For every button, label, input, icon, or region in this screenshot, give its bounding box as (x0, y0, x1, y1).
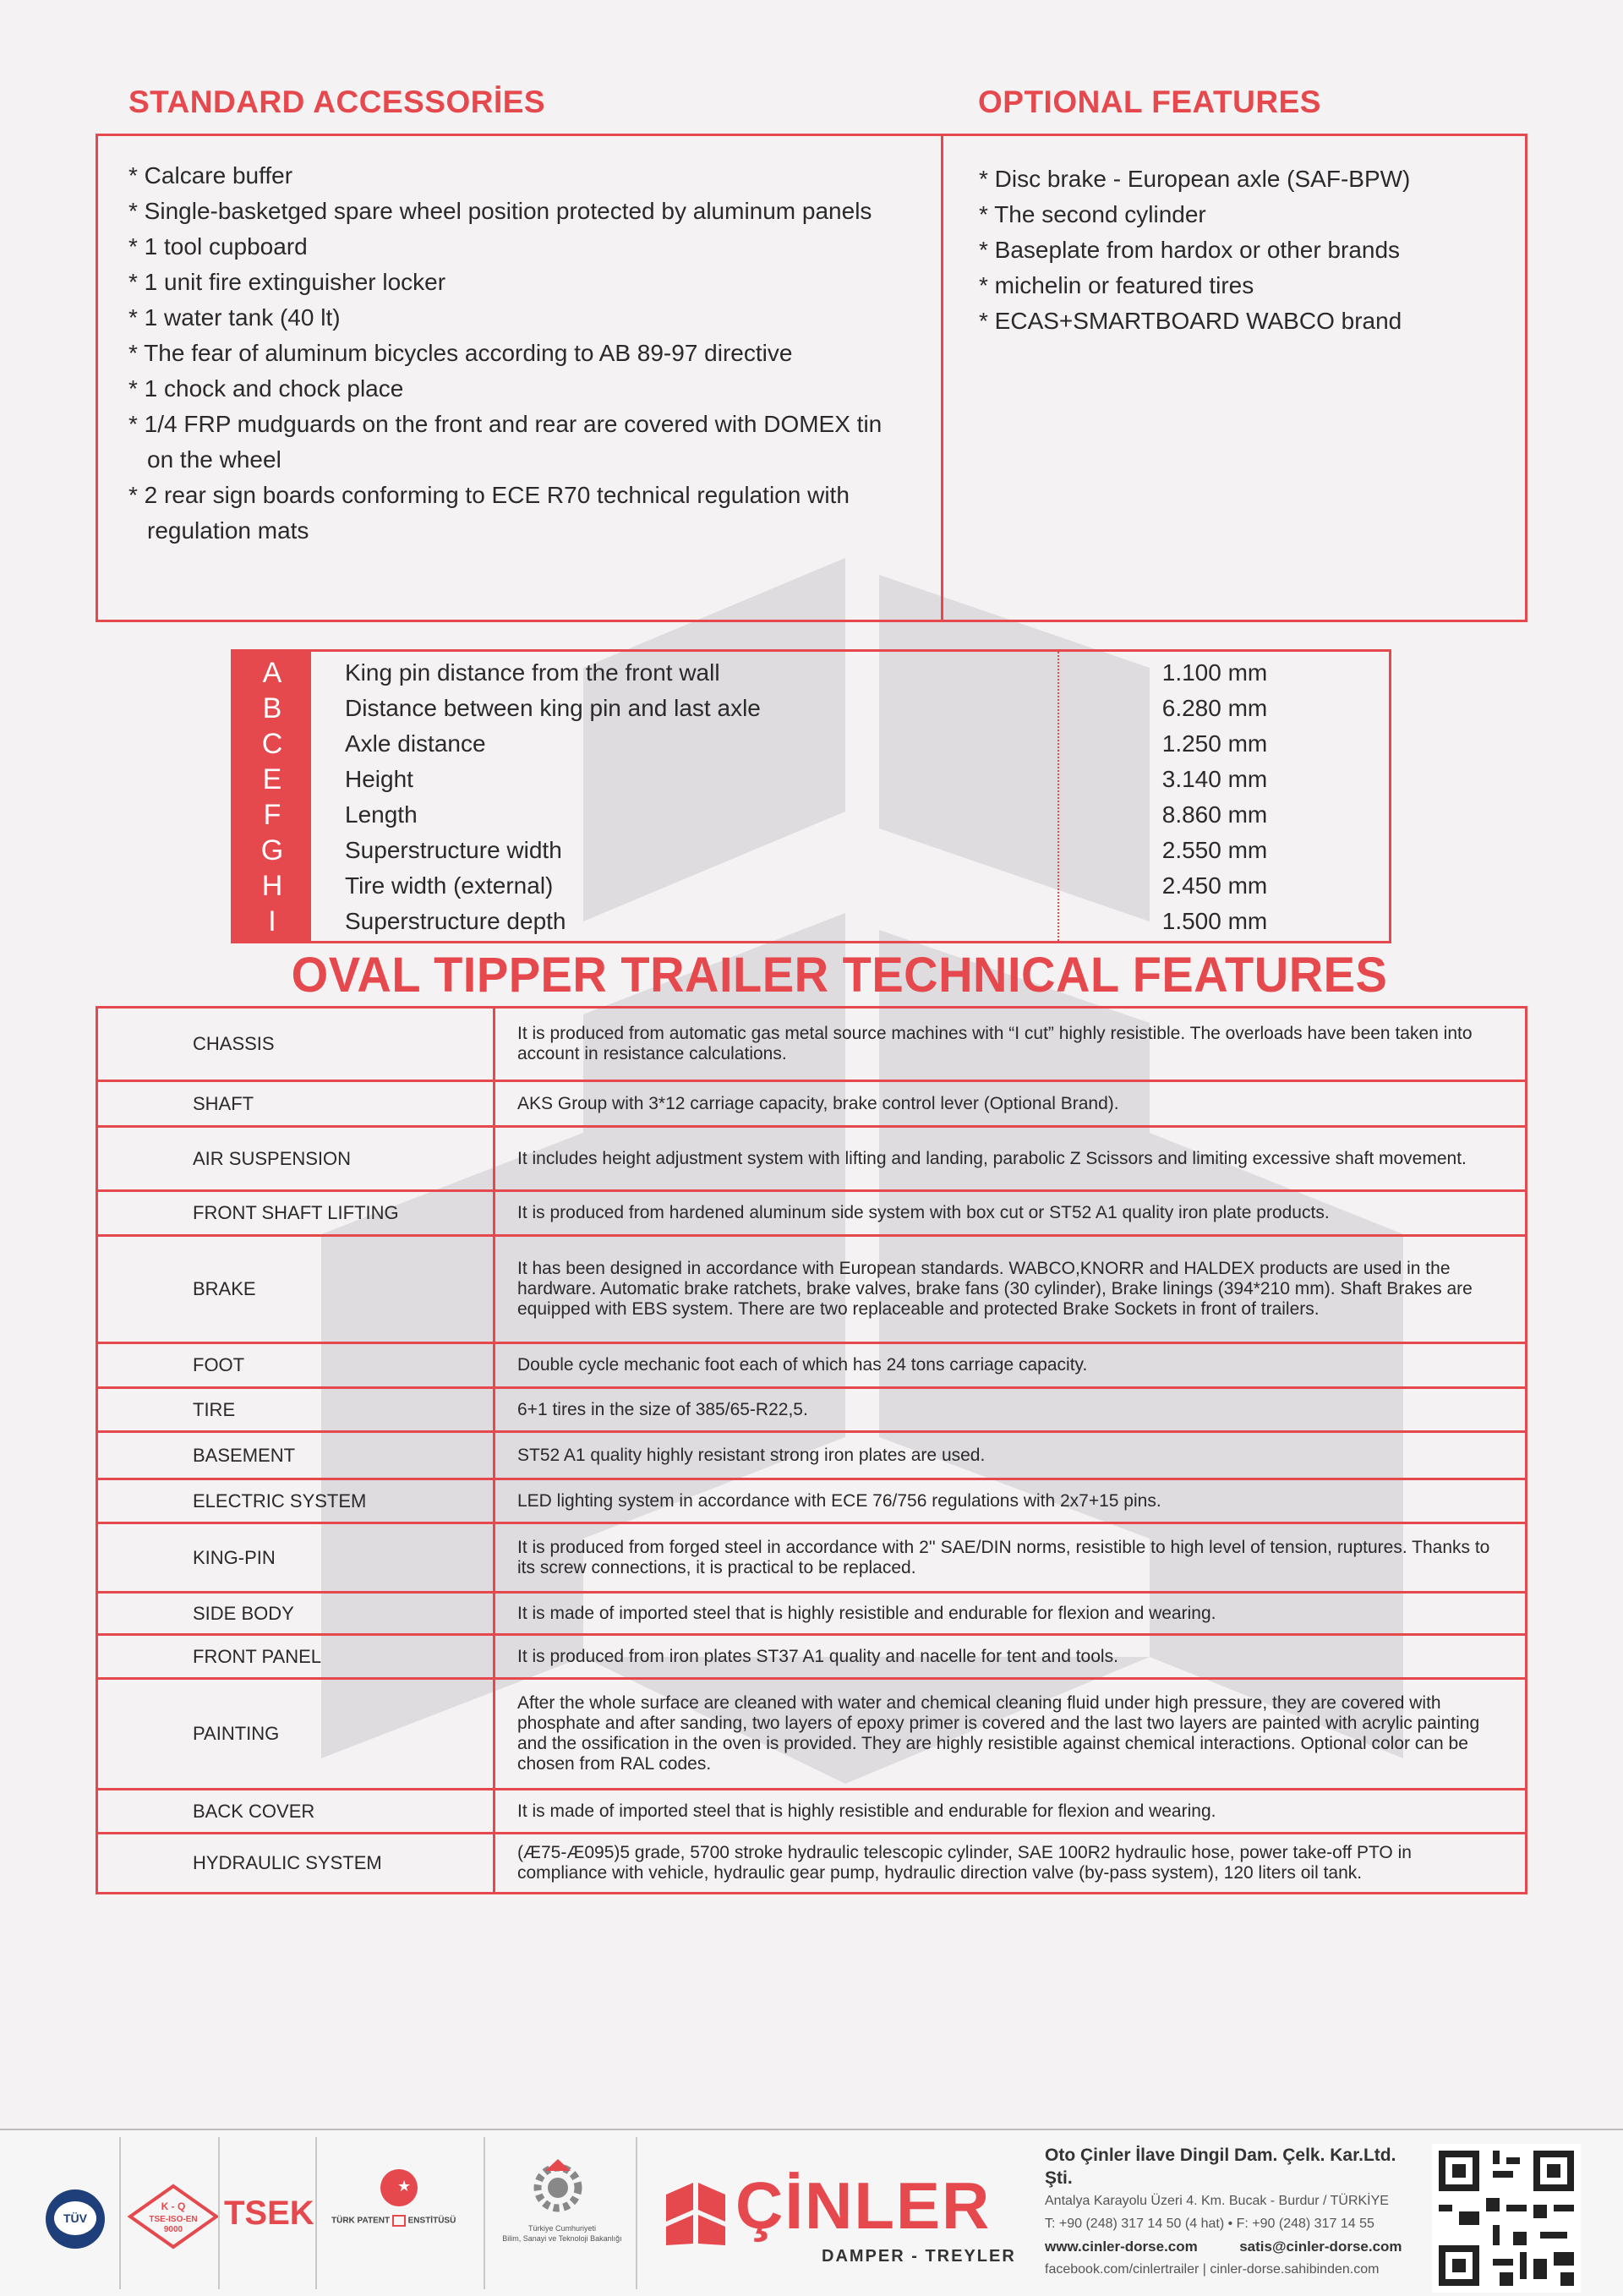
kq-top-text: K - Q (161, 2200, 186, 2212)
table-row (98, 1192, 1525, 1237)
standard-accessories-box (96, 134, 943, 622)
website-link[interactable]: www.cinler-dorse.com (1045, 2239, 1198, 2255)
dimensions-table (231, 649, 1391, 943)
dimension-letter: F (263, 799, 281, 831)
email-link[interactable]: satis@cinler-dorse.com (1239, 2239, 1402, 2255)
company-name: Oto Çinler İlave Dingil Dam. Çelk. Kar.Ltd. Şti. (1045, 2146, 1396, 2188)
table-row (98, 1082, 1525, 1128)
dimension-row (233, 655, 1389, 691)
feature-label: BRAKE (98, 1237, 495, 1342)
dimension-value: 2.450 mm (1161, 872, 1268, 899)
contact-line (1045, 2235, 1417, 2258)
dimension-letter: I (268, 905, 276, 938)
dimension-row (233, 726, 1389, 762)
table-row (98, 1009, 1525, 1082)
list-item: * Calcare buffer (128, 162, 293, 189)
dimension-value: 1.500 mm (1161, 908, 1268, 934)
table-row (98, 1790, 1525, 1834)
feature-label: HYDRAULIC SYSTEM (98, 1834, 495, 1892)
dimension-letter: G (260, 834, 284, 866)
list-item: * The second cylinder (979, 201, 1206, 227)
dimension-label: Length (345, 801, 418, 828)
kq-logo (127, 2183, 220, 2250)
dimension-letter: H (261, 870, 283, 902)
dimension-row (233, 797, 1389, 833)
feature-label: FOOT (98, 1344, 495, 1386)
list-item: * 1 water tank (40 lt) (128, 304, 341, 331)
standard-accessories-list (128, 158, 906, 549)
qr-code-icon (1432, 2144, 1581, 2293)
table-row (98, 1433, 1525, 1480)
dimension-row (233, 833, 1389, 868)
dimension-label: Distance between king pin and last axle (345, 695, 761, 721)
ministry-line-1: Türkiye Cumhuriyeti (527, 2224, 597, 2233)
dimension-row (233, 904, 1389, 939)
feature-description: It is made of imported steel that is highly resistible and endurable for flexion and wearing. (517, 1603, 1216, 1623)
dimension-value: 8.860 mm (1161, 801, 1268, 828)
social-links[interactable]: facebook.com/cinlertrailer | cinler-dorse.sahibinden.com (1045, 2262, 1380, 2277)
ministry-line-2: Bilim, Sanayi ve Teknoloji Bakanlığı (502, 2234, 622, 2243)
table-row (98, 1680, 1525, 1790)
dimension-value: 1.250 mm (1161, 730, 1268, 757)
table-row (98, 1128, 1525, 1192)
table-row (98, 1344, 1525, 1389)
dimension-letter: E (262, 763, 282, 795)
list-item: * Single-basketged spare wheel position protected by aluminum panels (128, 198, 872, 224)
dimension-label: Superstructure width (345, 837, 562, 863)
feature-description: It has been designed in accordance with European standards. WABCO,KNORR and HALDEX products are used in the hardware. Automatic brake ratchets, brake valves, brake fans (30 cylinder), Brake linings (394*210 mm). Shaft Brakes are equipped with EBS system. There are two replaceable and protected Brake Sockets in front of trailers. (517, 1259, 1473, 1319)
dimension-label: Axle distance (345, 730, 486, 757)
company-info (1045, 2144, 1417, 2281)
feature-description: AKS Group with 3*12 carriage capacity, brake control lever (Optional Brand). (517, 1093, 1119, 1113)
footer-separator (315, 2137, 317, 2289)
dimension-row (233, 691, 1389, 726)
list-item: * 2 rear sign boards conforming to ECE R70 technical regulation with regulation mats (128, 482, 850, 544)
list-item: * 1 unit fire extinguisher locker (128, 269, 446, 295)
feature-label: AIR SUSPENSION (98, 1128, 495, 1189)
table-row (98, 1389, 1525, 1433)
feature-label: CHASSIS (98, 1009, 495, 1080)
dimension-row (233, 762, 1389, 797)
tuv-label: TÜV (54, 2201, 96, 2235)
company-address: Antalya Karayolu Üzeri 4. Km. Bucak - Burdur / TÜRKİYE (1045, 2194, 1389, 2208)
list-item: * ECAS+SMARTBOARD WABCO brand (979, 308, 1402, 334)
dimension-label: Superstructure depth (345, 908, 566, 934)
company-phone: T: +90 (248) 317 14 50 (4 hat) • F: +90 (248) 317 14 55 (1045, 2217, 1374, 2231)
dimension-label: Tire width (external) (345, 872, 554, 899)
table-row (98, 1237, 1525, 1344)
footer-separator (218, 2137, 220, 2289)
list-item: * 1 tool cupboard (128, 233, 308, 260)
feature-description: Double cycle mechanic foot each of which has 24 tons carriage capacity. (517, 1355, 1088, 1375)
feature-description: It is produced from forged steel in accordance with 2'' SAE/DIN norms, resistible to high level of tension, ruptures. Thanks to its screw connections, it is practical to be replaced. (517, 1537, 1490, 1577)
feature-description: It includes height adjustment system with lifting and landing, parabolic Z Scissors and limiting excessive shaft movement. (517, 1148, 1467, 1168)
optional-features-list (979, 161, 1503, 339)
brand-name: ÇİNLER (735, 2168, 992, 2243)
feature-label: BASEMENT (98, 1433, 495, 1478)
list-item: * Baseplate from hardox or other brands (979, 237, 1401, 263)
dimension-value: 6.280 mm (1161, 695, 1268, 721)
turk-patent-logo (380, 2169, 418, 2206)
tuv-logo (46, 2189, 105, 2249)
brand-subtitle: DAMPER - TREYLER (822, 2247, 1016, 2266)
footer (0, 2129, 1623, 2296)
feature-description: 6+1 tires in the size of 385/65-R22,5. (517, 1399, 808, 1419)
feature-description: (Æ75-Æ095)5 grade, 5700 stroke hydraulic telescopic cylinder, SAE 100R2 hydraulic hose, power take-off PTO in compliance with vehicle, hydraulic gear pump, hydraulic direction valve (by-pass system), 120 liters oil tank. (517, 1843, 1412, 1883)
list-item: * Disc brake - European axle (SAF-BPW) (979, 166, 1411, 192)
turk-patent-name: TÜRK PATENT (331, 2216, 391, 2226)
ministry-text (490, 2223, 634, 2244)
feature-label: PAINTING (98, 1680, 495, 1788)
list-item: * The fear of aluminum bicycles according to AB 89-97 directive (128, 340, 793, 366)
bracket-icon (392, 2215, 406, 2227)
footer-separator (636, 2137, 637, 2289)
table-row (98, 1594, 1525, 1636)
feature-label: ELECTRIC SYSTEM (98, 1480, 495, 1522)
star-icon: ★ (397, 2178, 412, 2195)
feature-label: SHAFT (98, 1082, 495, 1125)
dimension-value: 1.100 mm (1161, 659, 1268, 686)
feature-label: BACK COVER (98, 1790, 495, 1832)
list-item: * 1/4 FRP mudguards on the front and rear are covered with DOMEX tin on the wheel (128, 411, 883, 473)
cinler-brand-icon (663, 2179, 729, 2247)
feature-label: FRONT PANEL (98, 1636, 495, 1677)
feature-description: ST52 A1 quality highly resistant strong iron plates are used. (517, 1445, 986, 1465)
gear-icon (520, 2156, 596, 2219)
feature-description: It is produced from hardened aluminum side system with box cut or ST52 A1 quality iron plate products. (517, 1203, 1330, 1222)
dimension-letter: C (261, 728, 283, 760)
tsek-logo: TSEK (224, 2195, 314, 2232)
feature-label: FRONT SHAFT LIFTING (98, 1192, 495, 1234)
dimension-letter: B (262, 692, 282, 724)
table-row (98, 1524, 1525, 1594)
technical-features-table (96, 1006, 1527, 1894)
dimension-value: 3.140 mm (1161, 766, 1268, 792)
table-row (98, 1834, 1525, 1892)
table-row (98, 1636, 1525, 1680)
technical-features-title: OVAL TIPPER TRAILER TECHNICAL FEATURES (291, 946, 1388, 1003)
table-row (98, 1480, 1525, 1524)
optional-features-box (941, 134, 1527, 622)
footer-separator (484, 2137, 485, 2289)
standard-accessories-title: STANDARD ACCESSORİES (128, 85, 546, 119)
feature-description: After the whole surface are cleaned with water and chemical cleaning fluid under high pressure, they are covered with phosphate and after sanding, two layers of epoxy primer is covered and the last two layers are painted with acrylic painting and the ossification in the oven is provided. They are highly resistible against chemical interactions. Optional color can be chosen from RAL codes. (517, 1693, 1480, 1774)
dimension-value: 2.550 mm (1161, 837, 1268, 863)
dimension-row (233, 868, 1389, 904)
feature-label: TIRE (98, 1389, 495, 1430)
dimension-label: King pin distance from the front wall (345, 659, 720, 686)
turk-patent-suffix: ENSTİTÜSÜ (407, 2216, 456, 2226)
dimension-letter: A (262, 657, 282, 689)
feature-label: SIDE BODY (98, 1594, 495, 1633)
feature-description: It is produced from automatic gas metal source machines with “I cut” highly resistible. The overloads have been taken into account in resistance calculations. (517, 1024, 1473, 1063)
list-item: * 1 chock and chock place (128, 375, 404, 402)
dimension-label: Height (345, 766, 413, 792)
feature-label: KING-PIN (98, 1524, 495, 1591)
feature-description: It is produced from iron plates ST37 A1 quality and nacelle for tent and tools. (517, 1646, 1118, 1666)
optional-features-title: OPTIONAL FEATURES (978, 85, 1321, 119)
turk-patent-text (331, 2215, 475, 2227)
list-item: * michelin or featured tires (979, 272, 1254, 298)
kq-mid-text: TSE-ISO-EN (149, 2215, 198, 2224)
feature-description: It is made of imported steel that is highly resistible and endurable for flexion and wearing. (517, 1801, 1216, 1821)
kq-bot-text: 9000 (163, 2225, 183, 2234)
footer-separator (119, 2137, 121, 2289)
feature-description: LED lighting system in accordance with ECE 76/756 regulations with 2x7+15 pins. (517, 1490, 1161, 1511)
